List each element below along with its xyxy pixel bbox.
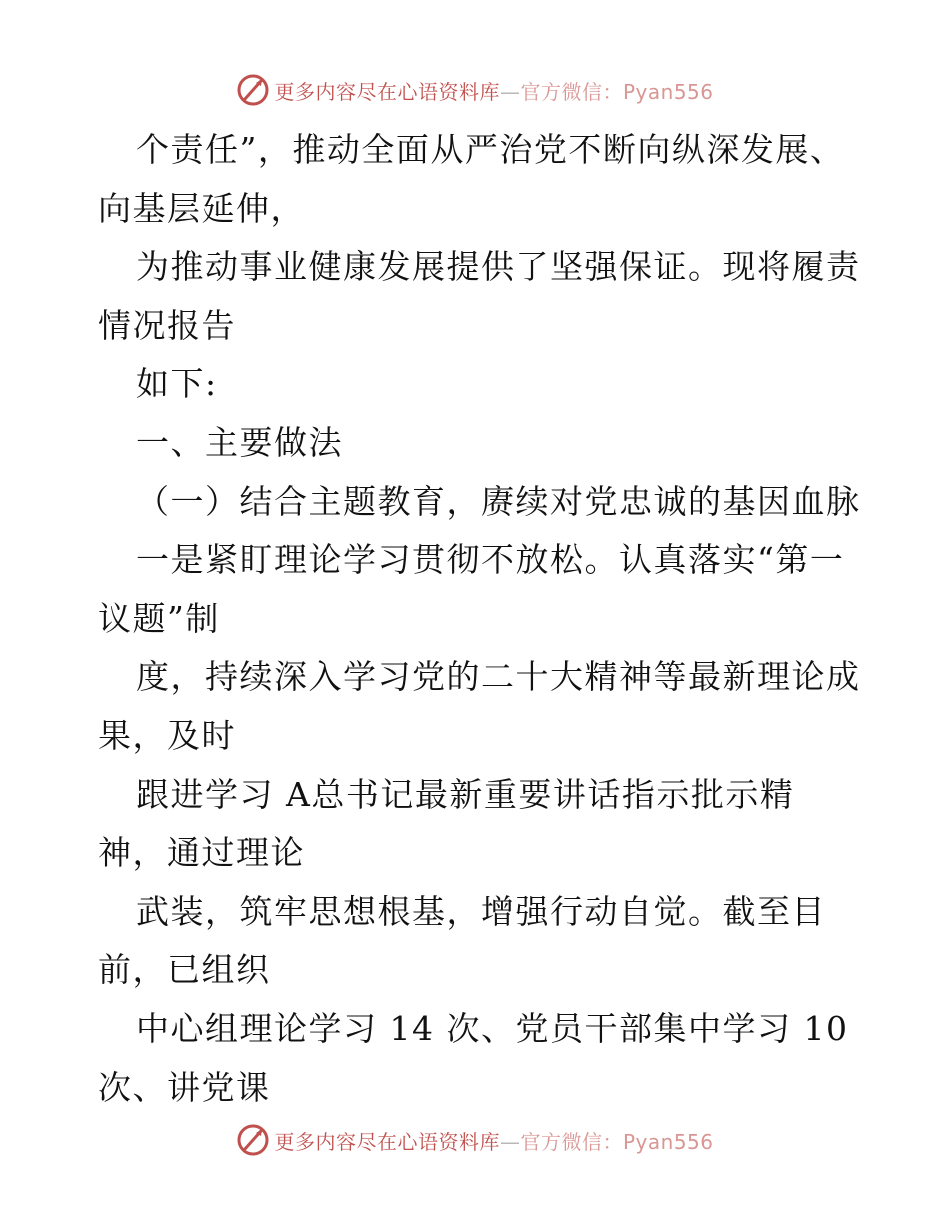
text-line: 次、讲党课 (98, 1067, 271, 1107)
text-line: 中心组理论学习 14 次、党员干部集中学习 10 (136, 1008, 849, 1048)
section-heading: 一、主要做法 (136, 422, 343, 462)
text-line: 向基层延伸， (98, 188, 305, 228)
text-line: 武装，筑牢思想根基，增强行动自觉。截至目 (136, 891, 826, 931)
watermark-site: 更多内容尽在心语资料库 (274, 1129, 500, 1154)
footer-watermark (0, 1120, 950, 1160)
watermark-label: 官方微信： (520, 79, 623, 104)
watermark-wechat-id: Pyan556 (622, 79, 714, 104)
watermark-label: 官方微信： (520, 1129, 623, 1154)
header-watermark (0, 70, 950, 110)
text-line: 度，持续深入学习党的二十大精神等最新理论成 (136, 657, 861, 697)
watermark-wechat-id: Pyan556 (622, 1129, 714, 1154)
text-line: 果，及时 (98, 715, 236, 755)
text-line: 神，通过理论 (98, 833, 305, 873)
watermark-logo-icon (236, 1123, 270, 1157)
text-line: 为推动事业健康发展提供了坚强保证。现将履责 (136, 247, 861, 287)
text-line: 情况报告 (98, 305, 236, 345)
text-line: 议题”制 (98, 598, 220, 638)
document-body (98, 121, 861, 1117)
text-line: 一是紧盯理论学习贯彻不放松。认真落实“第一 (136, 540, 845, 580)
text-line: 前，已组织 (98, 950, 271, 990)
text-line: 个责任”，推动全面从严治党不断向纵深发展、 (136, 130, 845, 169)
subsection-heading: （一）结合主题教育，赓续对党忠诚的基因血脉 (136, 481, 861, 521)
watermark-site: 更多内容尽在心语资料库 (274, 79, 500, 104)
watermark-separator: — (499, 79, 521, 104)
watermark-logo-icon (236, 73, 270, 107)
text-line: 跟进学习 A总书记最新重要讲话指示批示精 (136, 774, 795, 814)
watermark-separator: — (499, 1129, 521, 1154)
text-line: 如下: (136, 364, 218, 404)
